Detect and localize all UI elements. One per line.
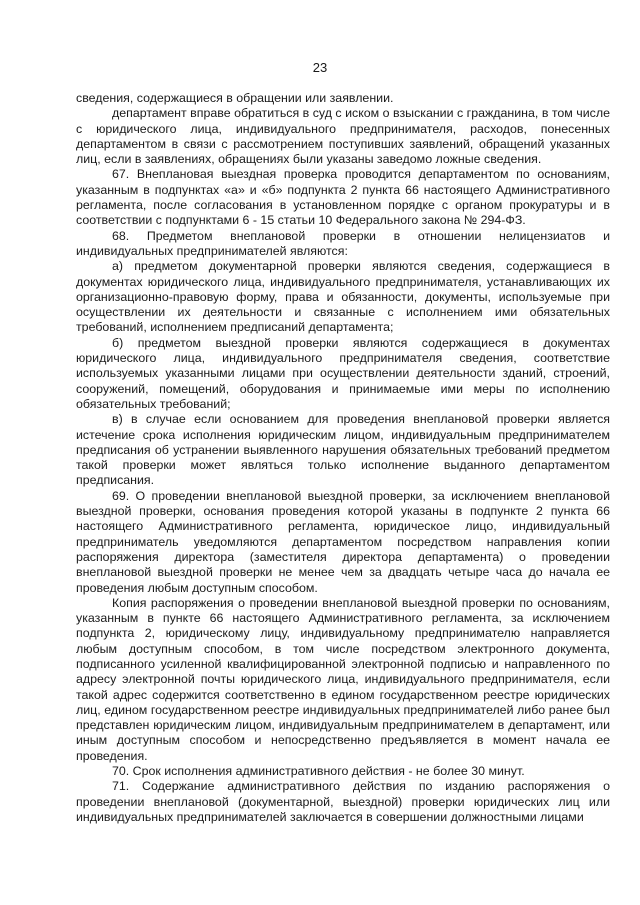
paragraph-69: 69. О проведении внеплановой выездной проверки, за исключением внеплановой выездной проверки, основания проведения которой указаны в подпункте 2 пункта 66 настоящего Административного регламента, юридическое лицо, индивидуальный предприниматель уведомляются департаментом посредством направления копии распоряжения директора (заместителя директора департамента) о проведении внеплановой выездной проверки не менее чем за двадцать четыре часа до начала ее проведения любым доступным способом. [76, 488, 610, 595]
paragraph-68: 68. Предметом внеплановой проверки в отношении нелицензиатов и индивидуальных предпринимателей являются: [76, 228, 610, 258]
paragraph-court-claim: департамент вправе обратиться в суд с иском о взыскании с гражданина, в том числе с юридического лица, индивидуального предпринимателя, расходов, понесенных департаментом в связи с рассмотрением поступивших заявлений, обращений указанных лиц, если в заявлениях, обращениях были указаны заведомо ложные сведения. [76, 106, 610, 167]
paragraph-68-b: б) предметом выездной проверки являются содержащиеся в документах юридического лица, индивидуального предпринимателя сведения, соответствие используемых указанными лицами при осуществлении деятельности зданий, строений, сооружений, помещений, оборудования и принимаемые ими меры по исполнению обязательных требований; [76, 335, 610, 411]
paragraph-71: 71. Содержание административного действия по изданию распоряжения о проведении внеплановой (документарной, выездной) проверки юридических лиц или индивидуальных предпринимателей заключается в совершении должностными лицами [76, 779, 610, 824]
document-body [76, 91, 610, 825]
paragraph-68-a: а) предметом документарной проверки являются сведения, содержащиеся в документах юридического лица, индивидуального предпринимателя, устанавливающих их организационно-правовую форму, права и обязанности, документы, используемые при осуществлении их деятельности и связанные с исполнением ими обязательных требований, исполнением предписаний департамента; [76, 259, 610, 335]
paragraph-68-v: в) в случае если основанием для проведения внеплановой проверки является истечение срока исполнения юридическим лицом, индивидуальным предпринимателем предписания об устранении выявленного нарушения обязательных требований предметом такой проверки может являться только исполнение выданного департаментом предписания. [76, 412, 610, 488]
paragraph-69-copy: Копия распоряжения о проведении внеплановой выездной проверки по основаниям, указанным в пункте 66 настоящего Административного регламента, за исключением подпункта 2, юридическому лицу, индивидуальному предпринимателю направляется любым доступным способом, в том числе посредством электронного документа, подписанного усиленной квалифицированной электронной подписью и направленного по адресу электронной почты юридического лица, индивидуального предпринимателя, если такой адрес содержится соответственно в едином государственном реестре юридических лиц, едином государственном реестре индивидуальных предпринимателей либо ранее был представлен юридическим лицом, индивидуальным предпринимателем в департамент, или иным доступным способом и непосредственно предъявляется в момент начала ее проведения. [76, 595, 610, 763]
page-number: 23 [312, 60, 328, 75]
paragraph-67: 67. Внеплановая выездная проверка проводится департаментом по основаниям, указанным в подпунктах «а» и «б» подпункта 2 пункта 66 настоящего Административного регламента, после согласования в установленном порядке с органом прокуратуры и в соответствии с подпунктами 6 - 15 статьи 10 Федерального закона № 294-ФЗ. [76, 167, 610, 228]
paragraph-70: 70. Срок исполнения административного действия - не более 30 минут. [112, 764, 525, 779]
paragraph-continuation: сведения, содержащиеся в обращении или заявлении. [76, 91, 394, 105]
